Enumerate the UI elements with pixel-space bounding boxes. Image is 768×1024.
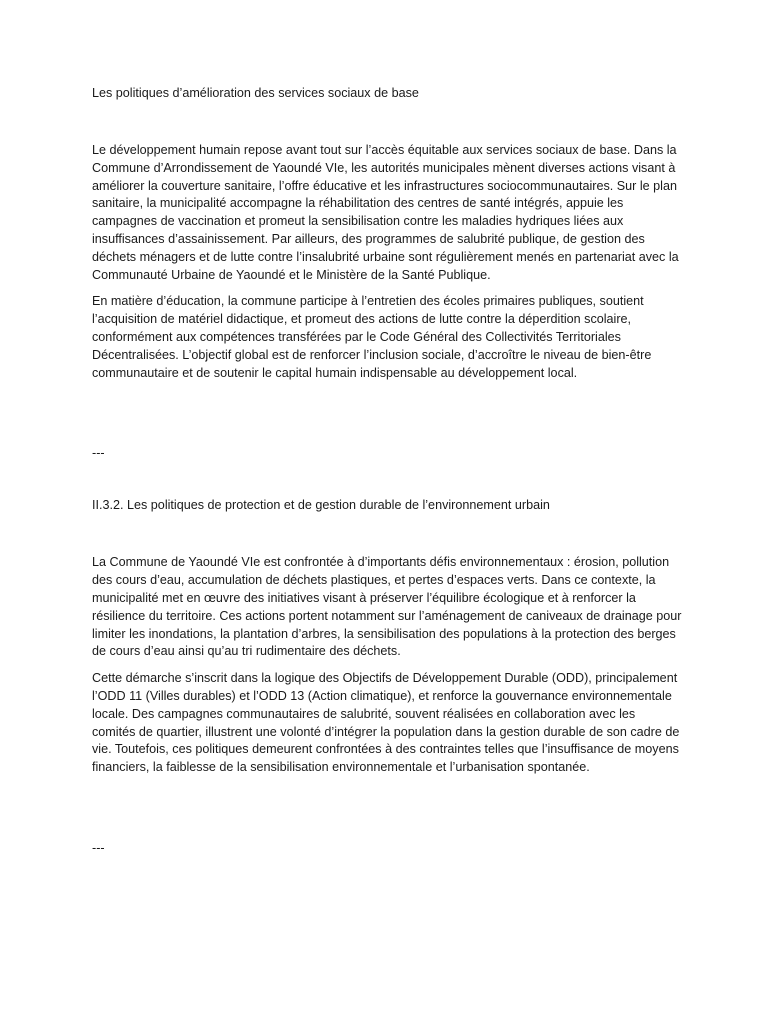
section-separator: --- [92, 840, 105, 855]
section-heading-environment: II.3.2. Les politiques de protection et de gestion durable de l’environnement urbain [92, 498, 550, 513]
section-separator: --- [92, 446, 105, 461]
paragraph-environmental-challenges: La Commune de Yaoundé VIe est confrontée à d’importants défis environnementaux : érosion, pollution des cours d’eau, accumulation de déchets plastiques, et pertes d’espaces verts. Dans ce contexte, la municipalité met en œuvre des initiatives visant à préserver l’équilibre écologique et à renforcer la résilience du territoire. Ces actions portent notamment sur l’aménagement de caniveaux de drainage pour limiter les inondations, la plantation d’arbres, la sensibilisation des populations à la protection des berges de cours d’eau ainsi qu’au tri rudimentaire des déchets. [92, 555, 682, 659]
document-page [92, 84, 682, 857]
paragraph-sustainable-development: Cette démarche s’inscrit dans la logique des Objectifs de Développement Durable (ODD), principalement l’ODD 11 (Villes durables) et l’ODD 13 (Action climatique), et renforce la gouvernance environnementale locale. Des campagnes communautaires de salubrité, souvent réalisées en collaboration avec les comités de quartier, illustrent une volonté d’intégrer la population dans la gestion durable de son cadre de vie. Toutefois, ces politiques demeurent confrontées à des contraintes telles que l’insuffisance de moyens financiers, la faiblesse de la sensibilisation environnementale et l’urbanisation spontanée. [92, 671, 680, 775]
paragraph-education: En matière d’éducation, la commune participe à l’entretien des écoles primaires publiques, soutient l’acquisition de matériel didactique, et promeut des actions de lutte contre la déperdition scolaire, conformément aux compétences transférées par le Code Général des Collectivités Territoriales Décentralisées. L’objectif global est de renforcer l’inclusion sociale, d’accroître le niveau de bien-être communautaire et de soutenir le capital humain indispensable au développement local. [92, 294, 652, 380]
paragraph-human-development: Le développement humain repose avant tout sur l’accès équitable aux services sociaux de base. Dans la Commune d’Arrondissement de Yaoundé VIe, les autorités municipales mènent diverses actions visant à améliorer la couverture sanitaire, l’offre éducative et les infrastructures sociocommunautaires. Sur le plan sanitaire, la municipalité accompagne la réhabilitation des centres de santé intégrés, appuie les campagnes de vaccination et promeut la sensibilisation contre les maladies hydriques liées aux insuffisances d’assainissement. Par ailleurs, des programmes de salubrité publique, de gestion des déchets ménagers et de lutte contre l’insalubrité urbaine sont régulièrement menés en partenariat avec la Communauté Urbaine de Yaoundé et le Ministère de la Santé Publique. [92, 143, 679, 282]
section-heading-social-services: Les politiques d’amélioration des services sociaux de base [92, 86, 419, 100]
